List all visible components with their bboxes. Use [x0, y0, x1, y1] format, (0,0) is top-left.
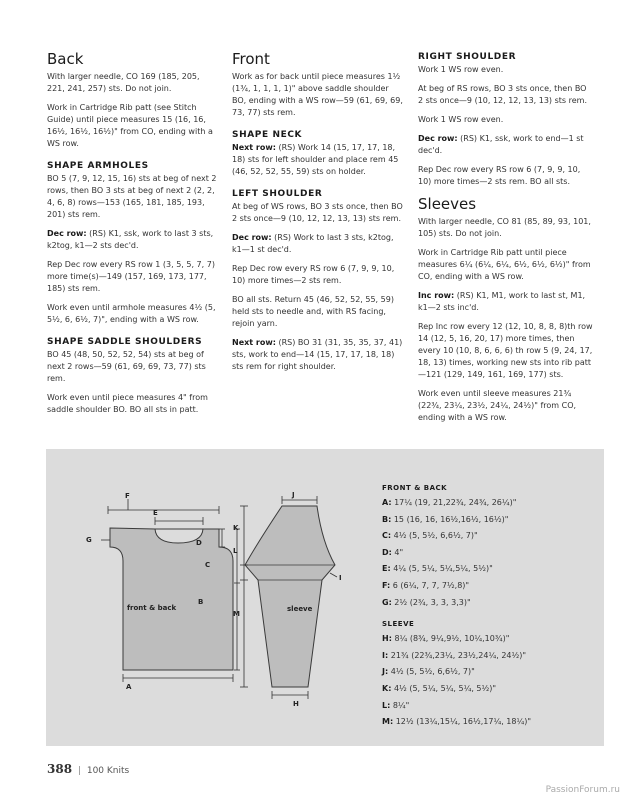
dim-D: D — [196, 539, 202, 547]
left-rep: Rep Dec row every RS row 6 (7, 9, 9, 10, 10) more times—2 sts rem. — [232, 264, 395, 285]
armholes-even: Work even until armhole measures 4½ (5, 5½, 6, 6½, 7)", ending with a WS row. — [47, 303, 216, 324]
page-footer — [47, 762, 129, 776]
measurement-K: K: 4½ (5, 5¼, 5¼, 5¼, 5½)" — [382, 683, 497, 693]
saddle-bo: BO 45 (48, 50, 52, 52, 54) sts at beg of next 2 rows—59 (61, 69, 69, 73, 77) sts rem. — [47, 350, 206, 383]
left-return: BO all sts. Return 45 (46, 52, 52, 55, 59) held sts to needle and, with RS facing, rejoin yarn. — [232, 295, 394, 328]
sleeve-label: sleeve — [287, 605, 313, 613]
footer-separator: | — [77, 766, 81, 776]
dec-row-label: Dec row: — [47, 229, 87, 238]
measurement-M: M: 12½ (13¼,15¼, 16½,17¼, 18¼)" — [382, 717, 532, 727]
measurement-H: H: 8¼ (8¾, 9¼,9½, 10¼,10¾)" — [382, 634, 510, 644]
armholes-dec-row: Dec row: (RS) K1, ssk, work to last 3 sts, k2tog, k1—2 sts dec'd. — [47, 229, 214, 250]
front-back-measurements-heading: FRONT & BACK — [382, 484, 448, 492]
front-next-row-bo: Next row: (RS) BO 31 (31, 35, 35, 37, 41) sts, work to end—14 (15, 17, 17, 18, 18) sts rem for right shoulder. — [232, 338, 403, 371]
dim-F: F — [125, 492, 130, 500]
saddle-heading: SHAPE SADDLE SHOULDERS — [47, 337, 203, 347]
dim-K: K — [233, 524, 239, 532]
sleeves-title: Sleeves — [418, 195, 477, 213]
page-number: 388 — [47, 762, 73, 776]
sleeve-cast-on: With larger needle, CO 81 (85, 89, 93, 101, 105) sts. Do not join. — [418, 217, 591, 238]
measurement-L: L: 8¼" — [382, 700, 410, 710]
sleeve-even: Work even until sleeve measures 21¾ (22¾, 23¼, 23½, 24¼, 24½)" from CO, ending with a WS row. — [418, 389, 577, 422]
front-title: Front — [232, 50, 270, 68]
dim-J: J — [292, 491, 295, 499]
left-dec-row: Dec row: (RS) Work to last 3 sts, k2tog, k1—1 st dec'd. — [232, 233, 394, 254]
armholes-rep: Rep Dec row every RS row 1 (3, 5, 5, 7, 7) more time(s)—149 (157, 169, 173, 177, 185) sts rem. — [47, 260, 215, 293]
dim-M: M — [233, 610, 240, 618]
back-cast-on: With larger needle, CO 169 (185, 205, 221, 241, 257) sts. Do not join. — [47, 72, 200, 93]
measurement-B: B: 15 (16, 16, 16½,16½, 16½)" — [382, 514, 509, 524]
dim-C: C — [205, 561, 211, 569]
measurement-F: F: 6 (6¼, 7, 7, 7½,8)" — [382, 580, 470, 590]
armholes-bo: BO 5 (7, 9, 12, 15, 16) sts at beg of next 2 rows, then BO 3 sts at beg of next 2 (2, 2, 4, 6, 8) rows—153 (165, 181, 185, 193, 201) sts rem. — [47, 174, 217, 219]
dim-L: L — [233, 547, 238, 555]
next-row-label: Next row: — [232, 338, 276, 347]
measurement-J: J: 4½ (5, 5½, 6,6½, 7)" — [382, 667, 475, 677]
neck-next-row: Next row: (RS) Work 14 (15, 17, 17, 18, 18) sts for left shoulder and place rem 45 (46, 52, 52, 55, 59) sts on holder. — [232, 143, 399, 176]
right-rep: Rep Dec row every RS row 6 (7, 9, 9, 10, 10) more times—2 sts rem. BO all sts. — [418, 165, 581, 186]
measurement-I: I: 21¾ (22¾,23¼, 23½,24¼, 24½)" — [382, 650, 527, 660]
column-front — [232, 46, 404, 380]
front-intro: Work as for back until piece measures 1½ (1¾, 1, 1, 1, 1)" above saddle shoulder BO, ending with a WS row—59 (61, 69, 69, 73, 77) sts rem. — [232, 72, 403, 117]
saddle-even: Work even until piece measures 4" from saddle shoulder BO. BO all sts in patt. — [47, 393, 208, 414]
right-dec-row: Dec row: (RS) K1, ssk, work to end—1 st dec'd. — [418, 134, 584, 155]
book-title: 100 Knits — [86, 766, 130, 776]
front-back-shape — [110, 528, 233, 670]
dim-B: B — [198, 598, 204, 606]
right-ws-2: Work 1 WS row even. — [418, 115, 504, 124]
back-title: Back — [47, 50, 84, 68]
measurement-A: A: 17¼ (19, 21,22¾, 24¾, 26¼)" — [382, 498, 517, 507]
neck-heading: SHAPE NECK — [232, 130, 303, 140]
dim-I: I — [339, 574, 342, 582]
measurement-G: G: 2½ (2¾, 3, 3, 3,3)" — [382, 597, 471, 607]
sleeve-rib: Work in Cartridge Rib patt until piece measures 6¼ (6¼, 6¼, 6½, 6½, 6½)" from CO, ending with a WS row. — [418, 248, 591, 281]
back-rib: Work in Cartridge Rib patt (see Stitch Guide) until piece measures 15 (16, 16, 16½, 16½, 16½)" from CO, ending with a WS row. — [47, 103, 213, 148]
front-back-label: front & back — [127, 604, 177, 612]
dim-G: G — [86, 536, 92, 544]
measurement-C: C: 4½ (5, 5½, 6,6½, 7)" — [382, 531, 478, 541]
schematic-drawing — [46, 449, 376, 746]
column-sleeves — [418, 46, 594, 431]
right-shoulder-heading: RIGHT SHOULDER — [418, 52, 517, 62]
measurement-E: E: 4¼ (5, 5¼, 5¼,5¼, 5½)" — [382, 564, 493, 574]
sleeve-shape — [245, 506, 335, 687]
dec-row-label: Dec row: — [418, 134, 458, 143]
dim-A: A — [126, 683, 132, 691]
right-ws: Work 1 WS row even. — [418, 65, 504, 74]
schematic-panel — [46, 449, 604, 746]
left-shoulder-bo: At beg of WS rows, BO 3 sts once, then BO 2 sts once—9 (10, 12, 12, 13, 13) sts rem. — [232, 202, 403, 223]
dim-E: E — [153, 509, 158, 517]
measurement-D: D: 4" — [382, 547, 404, 557]
armholes-heading: SHAPE ARMHOLES — [47, 161, 149, 171]
right-bo: At beg of RS rows, BO 3 sts once, then BO 2 sts once—9 (10, 12, 12, 13, 13) sts rem. — [418, 84, 587, 105]
next-row-label: Next row: — [232, 143, 276, 152]
sleeve-rep: Rep Inc row every 12 (12, 10, 8, 8, 8)th row 14 (12, 5, 16, 20, 17) more times, then every 10 (10, 8, 6, 6, 6) th row 5 (9, 24, 17, 18, 13) times, working new sts into rib patt—121 (129, 149, 161, 169, 177) sts. — [418, 322, 593, 379]
dim-H: H — [293, 700, 299, 708]
sleeve-measurements-heading: SLEEVE — [382, 620, 415, 629]
dec-row-label: Dec row: — [232, 233, 272, 242]
column-back — [47, 46, 217, 423]
inc-row-label: Inc row: — [418, 291, 455, 300]
left-shoulder-heading: LEFT SHOULDER — [232, 189, 323, 199]
watermark: PassionForum.ru — [545, 785, 620, 795]
measurements-list — [382, 481, 602, 731]
sleeve-inc-row: Inc row: (RS) K1, M1, work to last st, M1, k1—2 sts inc'd. — [418, 291, 586, 312]
